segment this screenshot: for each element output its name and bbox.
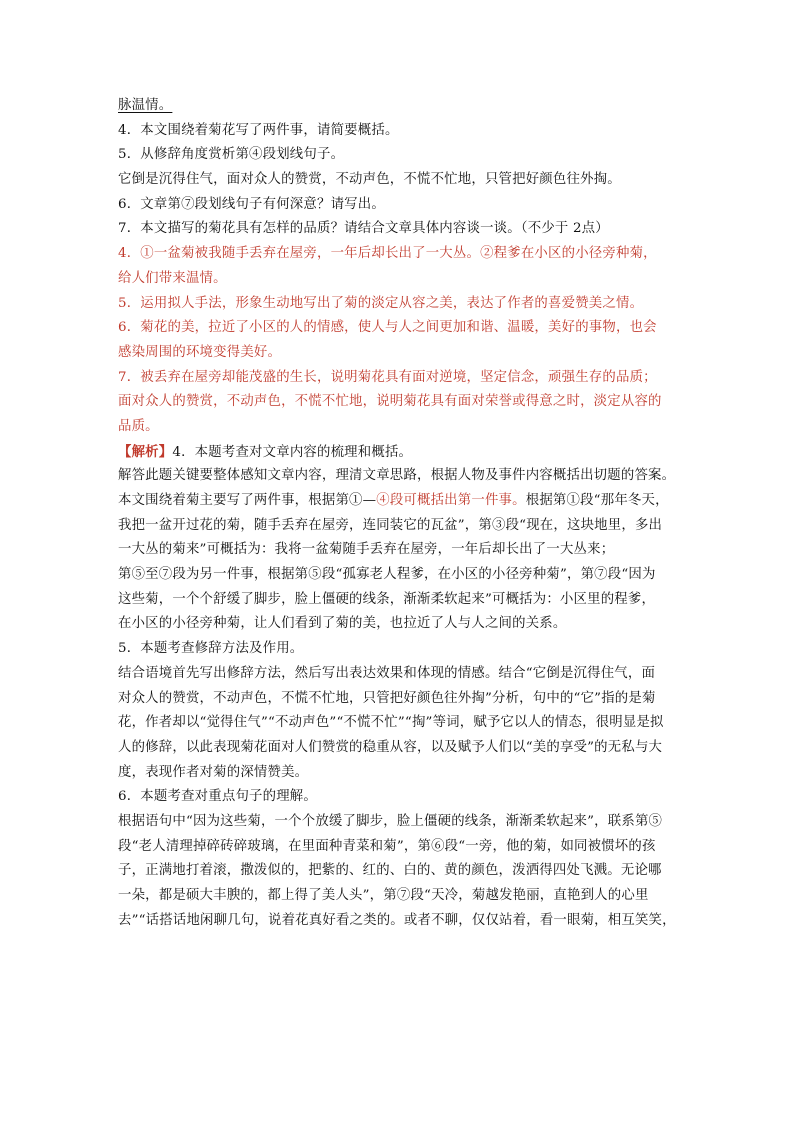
text-line: 段“老人清理掉碎砖碎玻璃，在里面种青菜和菊”，第⑥段“一旁，他的菊，如同被惯坏的孩 (118, 838, 656, 854)
answer-line: 5．运用拟人手法，形象生动地写出了菊的淡定从容之美，表达了作者的喜爱赞美之情。 (118, 295, 644, 311)
text-line: 对众人的赞赏，不动声色，不慌不忙地，只管把好颜色往外掏”分析，句中的“它”指的是菊 (118, 690, 656, 706)
line-text: 根据第①段“那年冬天， (525, 493, 669, 508)
answer-line: 6．菊花的美，拉近了小区的人的情感，使人与人之间更加和谐、温暖，美好的事物，也会 (118, 320, 657, 336)
answer-line: 品质。 (118, 418, 159, 434)
analysis-label: 【解析】 (118, 443, 173, 460)
text-line: 解答此题关键要整体感知文章内容，理清文章思路，根据人物及事件内容概括出切题的答案。 (118, 468, 676, 484)
analysis-text: 4．本题考查对文章内容的梳理和概括。 (172, 444, 413, 460)
answer-line: 感染周围的环境变得美好。 (118, 344, 282, 360)
text-line (118, 440, 678, 465)
answer-line: 7．被丢弃在屋旁却能茂盛的生长，说明菊花具有面对逆境，坚定信念，顽强生存的品质； (118, 369, 657, 385)
text-line: 6．文章第⑦段划线句子有何深意？请写出。 (118, 196, 385, 212)
text-line: 5．本题考查修辞方法及作用。 (118, 641, 304, 657)
text-line: 根据语句中“因为这些菊，一个个放缓了脚步，脸上僵硬的线条，渐渐柔软起来”，联系第⑤ (118, 813, 663, 829)
answer-line: 给人们带来温情。 (118, 270, 227, 286)
text-line: 6．本题考查对重点句子的理解。 (118, 789, 317, 805)
text-line (118, 489, 678, 514)
answer-line: 面对众人的赞赏，不动声色，不慌不忙地，说明菊花具有面对荣誉或得意之时，淡定从容的 (118, 394, 662, 410)
text-line: 这些菊，一个个舒缓了脚步，脸上僵硬的线条，渐渐柔软起来”可概括为：小区里的程爹， (118, 591, 656, 607)
underlined-text: 脉温情。 (118, 98, 173, 113)
text-line: 我把一盆开过花的菊，随手丢弃在屋旁，连同装它的瓦盆”，第③段“现在，这块地里，多出 (118, 517, 663, 533)
text-line: 花，作者却以“觉得住气”“不动声色”“不慌不忙”“掏”等词，赋予它以人的情态，很明显是拟 (118, 715, 664, 731)
text-line: 5．从修辞角度赏析第④段划线句子。 (118, 147, 345, 163)
text-line: 度，表现作者对菊的深情赞美。 (118, 764, 309, 780)
text-line: 一大丛的菊来”可概括为：我将一盆菊随手丢弃在屋旁，一年后却长出了一大丛来； (118, 542, 615, 558)
text-line (118, 94, 678, 119)
text-line: 它倒是沉得住气，面对众人的赞赏，不动声色，不慌不忙地，只管把好颜色往外掏。 (118, 172, 621, 188)
document-page (118, 94, 678, 933)
text-line: 7．本文描写的菊花具有怎样的品质？请结合文章具体内容谈一谈。（不少于 2点） (118, 221, 609, 237)
text-line: 一朵，都是硕大丰腴的，都上得了美人头”，第⑦段“天冷，菊越发艳丽，直艳到人的心里 (118, 888, 649, 903)
line-text: 本文围绕着菊主要写了两件事，根据第①— (118, 493, 377, 508)
text-line: 子，正满地打着滚，撒泼似的，把紫的、红的、白的、黄的颜色，泼洒得四处飞溅。无论哪 (118, 863, 662, 879)
text-line: 在小区的小径旁种菊，让人们看到了菊的美，也拉近了人与人之间的关系。 (118, 616, 567, 632)
text-line: 4．本文围绕着菊花写了两件事，请简要概括。 (118, 122, 399, 138)
text-line: 第⑤至⑦段为另一件事，根据第⑤段“孤寡老人程爹，在小区的小径旁种菊”，第⑦段“因为 (118, 567, 656, 583)
highlighted-text: ④段可概括出第一件事。 (376, 493, 526, 508)
text-line: 结合语境首先写出修辞方法，然后写出表达效果和体现的情感。结合“它倒是沉得住气，面 (118, 665, 656, 681)
text-line: 人的修辞，以此表现菊花面对人们赞赏的稳重从容，以及赋予人们以“美的享受”的无私与大 (118, 739, 663, 755)
text-line: 去”“话搭话地闲聊几句，说着花真好看之类的。或者不聊，仅仅站着，看一眼菊，相互笑笑， (118, 912, 676, 928)
answer-line: 4．①一盆菊被我随手丢弃在屋旁，一年后却长出了一大丛。②程爹在小区的小径旁种菊， (118, 246, 657, 262)
